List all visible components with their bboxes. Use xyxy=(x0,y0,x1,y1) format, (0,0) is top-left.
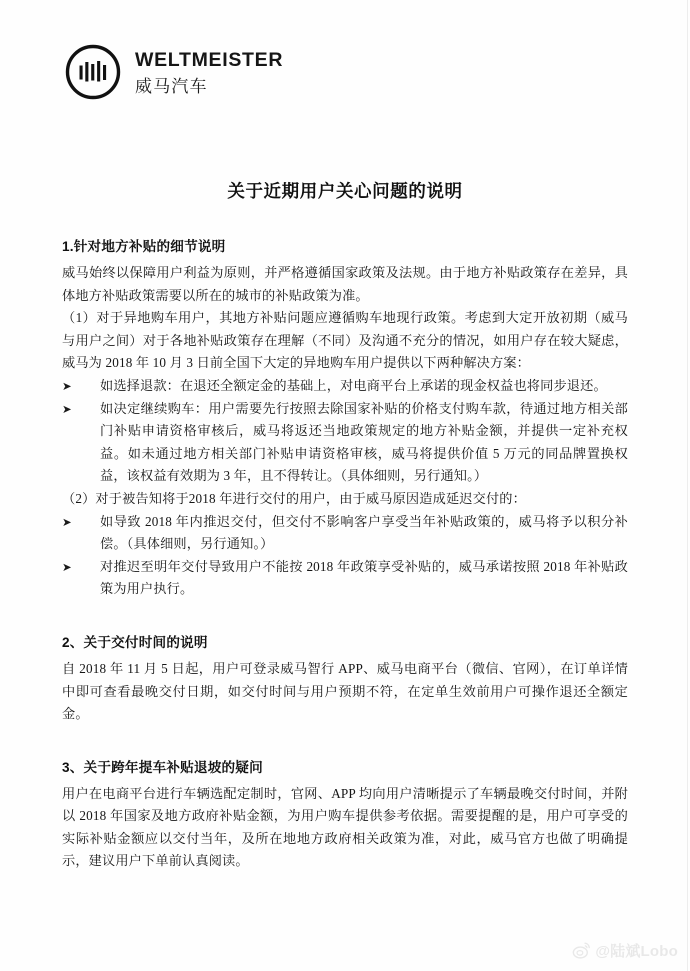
section-1-bullet-list-1 xyxy=(62,375,628,488)
page-edge-rule xyxy=(687,0,688,971)
brand-name-cn: 威马汽车 xyxy=(135,76,208,96)
section-1-sub-paragraph: （2）对于被告知将于2018 年进行交付的用户，由于威马原因造成延迟交付的： xyxy=(62,490,526,506)
brand-name-en: WELTMEISTER xyxy=(135,49,284,72)
section-heading-1: 1.针对地方补贴的细节说明 xyxy=(62,239,226,254)
document-body xyxy=(62,178,628,873)
list-item xyxy=(62,556,628,601)
list-item-text: 如决定继续购车：用户需要先行按照去除国家补贴的价格支付购车款，待通过地方相关部门补贴申请资格审核后，威马将返还当地政策规定的地方补贴金额，并提供一定补充权益。如未通过地方相关部门补贴申请资格审核，威马将提供价值 5 万元的同品牌置换权益，该权益有效期为 3 年，且不得转让。（具体细则，另行通知。） xyxy=(100,400,628,484)
section-2-paragraph-1: 自 2018 年 11 月 5 日起，用户可登录威马智行 APP、威马电商平台（微信、官网），在订单详情中即可查看最晚交付日期，如交付时间与用户预期不符，在定单生效前用户可操作退还全额定金。 xyxy=(62,660,628,722)
arrow-bullet-icon: ➤ xyxy=(62,514,72,529)
section-1-bullet-list-2 xyxy=(62,511,628,601)
list-item xyxy=(62,398,628,488)
page-title: 关于近期用户关心问题的说明 xyxy=(227,181,463,201)
list-item xyxy=(62,511,628,556)
section-heading-2: 2、关于交付时间的说明 xyxy=(62,634,208,650)
brand-wordmark xyxy=(135,49,283,95)
section-3-paragraph-1: 用户在电商平台进行车辆选配定制时，官网、APP 均向用户清晰提示了车辆最晚交付时间，并附以 2018 年国家及地方政府补贴金额，为用户购车提供参考依据。需要提醒的是，用户可享受的实际补贴金额应以交付当年，及所在地地方政府相关政策为准，对此，威马官方也做了明确提示，建议用户下单前认真阅读。 xyxy=(62,785,628,869)
brand-logo-block xyxy=(64,43,283,101)
list-item xyxy=(62,375,628,398)
weltmeister-circle-bars-icon xyxy=(64,43,122,101)
watermark-text: @陆斌Lobo xyxy=(595,943,678,960)
watermark xyxy=(572,940,678,961)
section-1-paragraph-1: 威马始终以保障用户利益为原则，并严格遵循国家政策及法规。由于地方补贴政策存在差异，具体地方补贴政策需要以所在的城市的补贴政策为准。 xyxy=(62,265,628,303)
section-heading-3: 3、关于跨年提车补贴退坡的疑问 xyxy=(62,759,263,775)
weibo-eye-icon xyxy=(572,941,591,960)
arrow-bullet-icon: ➤ xyxy=(62,378,72,393)
list-item-text: 如导致 2018 年内推迟交付，但交付不影响客户享受当年补贴政策的，威马将予以积分补偿。（具体细则，另行通知。） xyxy=(100,513,628,552)
list-item-text: 如选择退款：在退还全额定金的基础上，对电商平台上承诺的现金权益也将同步退还。 xyxy=(100,377,607,393)
list-item-text: 对推迟至明年交付导致用户不能按 2018 年政策享受补贴的，威马承诺按照 2018 年补贴政策为用户执行。 xyxy=(100,558,628,597)
arrow-bullet-icon: ➤ xyxy=(62,401,72,416)
arrow-bullet-icon: ➤ xyxy=(62,559,72,574)
section-1-paragraph-2: （1）对于异地购车用户，其地方补贴问题应遵循购车地现行政策。考虑到大定开放初期（威马与用户之间）对于各地补贴政策存在理解（不同）及沟通不充分的情况，如用户存在较大疑虑，威马为 2018 年 10 月 3 日前全国下大定的异地购车用户提供以下两种解决方案： xyxy=(62,310,628,371)
